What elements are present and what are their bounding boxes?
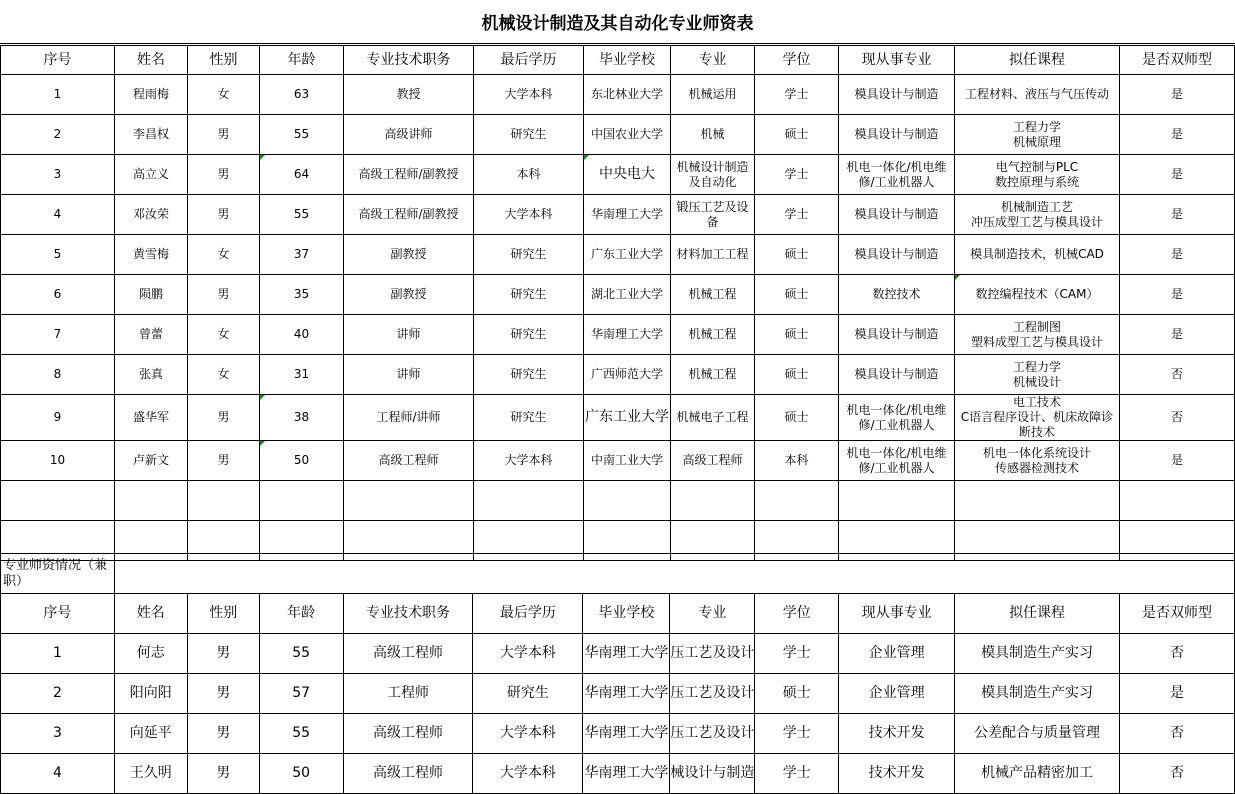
empty-cell[interactable] — [1120, 481, 1235, 521]
cell-school[interactable]: 华南理工大学 — [583, 714, 670, 754]
cell-education[interactable]: 研究生 — [474, 315, 584, 355]
cell-age[interactable]: 55 — [260, 195, 344, 235]
cell-degree[interactable]: 学士 — [755, 714, 839, 754]
cell-name[interactable]: 张真 — [115, 355, 188, 395]
table-row — [1, 714, 1235, 754]
table-row — [1, 315, 1235, 355]
header-gender[interactable]: 性别 — [188, 46, 260, 75]
cell-name[interactable]: 曾蕾 — [115, 315, 188, 355]
cell-degree[interactable]: 硕士 — [755, 235, 839, 275]
cell-gender[interactable]: 男 — [188, 195, 260, 235]
cell-gender[interactable]: 女 — [188, 315, 260, 355]
cell-current-field[interactable]: 模具设计与制造 — [839, 315, 955, 355]
header-current-field[interactable]: 现从事专业 — [839, 594, 955, 634]
empty-cell[interactable] — [671, 481, 755, 521]
cell-title[interactable]: 高级工程师 — [343, 754, 473, 794]
cell-current-field[interactable]: 企业管理 — [839, 634, 955, 674]
table-row — [1, 674, 1235, 714]
table-row — [1, 634, 1235, 674]
cell-major[interactable]: 压工艺及设计 — [670, 714, 755, 754]
header-name[interactable]: 姓名 — [114, 594, 187, 634]
cell-school[interactable]: 华南理工大学 — [584, 315, 671, 355]
header-seq[interactable]: 序号 — [1, 46, 115, 75]
cell-name[interactable]: 向延平 — [114, 714, 187, 754]
cell-seq[interactable]: 2 — [1, 674, 115, 714]
cell-gender[interactable]: 女 — [188, 75, 260, 115]
cell-gender[interactable]: 女 — [188, 355, 260, 395]
cell-school[interactable]: 华南理工大学 — [583, 754, 670, 794]
cell-dual-qualified[interactable]: 是 — [1120, 674, 1235, 714]
cell-title[interactable]: 高级工程师/副教授 — [344, 195, 474, 235]
cell-course[interactable]: 工程制图 塑料成型工艺与模具设计 — [955, 315, 1120, 355]
page-title: 机械设计制造及其自动化专业师资表 — [0, 0, 1235, 44]
cell-current-field[interactable]: 技术开发 — [839, 714, 955, 754]
cell-current-field[interactable]: 机电一体化/机电维修/工业机器人 — [839, 441, 955, 481]
cell-current-field[interactable]: 模具设计与制造 — [839, 75, 955, 115]
cell-major[interactable]: 机械电子工程 — [671, 395, 755, 441]
fulltime-table — [0, 45, 1235, 561]
cell-school[interactable]: 中南工业大学 — [584, 441, 671, 481]
cell-education[interactable]: 本科 — [474, 155, 584, 195]
cell-course[interactable]: 机械制造工艺 冲压成型工艺与模具设计 — [955, 195, 1120, 235]
cell-degree[interactable]: 学士 — [755, 634, 839, 674]
cell-major[interactable]: 高级工程师 — [671, 441, 755, 481]
cell-school[interactable]: 华南理工大学 — [583, 634, 670, 674]
header-age[interactable]: 年龄 — [260, 46, 344, 75]
cell-age[interactable]: 63 — [260, 75, 344, 115]
header-current-field[interactable]: 现从事专业 — [839, 46, 955, 75]
header-school[interactable]: 毕业学校 — [584, 46, 671, 75]
cell-name[interactable]: 陨鹏 — [115, 275, 188, 315]
cell-degree[interactable]: 学士 — [755, 754, 839, 794]
cell-current-field[interactable]: 模具设计与制造 — [839, 235, 955, 275]
cell-seq[interactable]: 6 — [1, 275, 115, 315]
cell-course[interactable]: 电工技术 C语言程序设计、机床故障诊断技术 — [955, 395, 1120, 441]
cell-seq[interactable]: 3 — [1, 155, 115, 195]
table-row — [1, 441, 1235, 481]
cell-course[interactable]: 模具制造技术，机械CAD — [955, 235, 1120, 275]
header-education[interactable]: 最后学历 — [474, 46, 584, 75]
cell-school[interactable]: 东北林业大学 — [584, 75, 671, 115]
cell-current-field[interactable]: 模具设计与制造 — [839, 115, 955, 155]
cell-education[interactable]: 大学本科 — [474, 75, 584, 115]
table-row — [1, 275, 1235, 315]
cell-seq[interactable]: 9 — [1, 395, 115, 441]
empty-cell[interactable] — [584, 481, 671, 521]
cell-degree[interactable]: 硕士 — [755, 115, 839, 155]
cell-name[interactable]: 高立义 — [115, 155, 188, 195]
empty-cell[interactable] — [344, 481, 474, 521]
table-row — [1, 155, 1235, 195]
cell-seq[interactable]: 1 — [1, 634, 115, 674]
header-seq[interactable]: 序号 — [1, 594, 115, 634]
cell-dual-qualified[interactable]: 是 — [1120, 315, 1235, 355]
cell-age[interactable]: 55 — [260, 115, 344, 155]
cell-major[interactable]: 机械工程 — [671, 315, 755, 355]
table-row — [1, 235, 1235, 275]
cell-name[interactable]: 程雨梅 — [115, 75, 188, 115]
cell-title[interactable]: 工程师/讲师 — [344, 395, 474, 441]
cell-education[interactable]: 研究生 — [474, 115, 584, 155]
cell-major[interactable]: 机械 — [671, 115, 755, 155]
cell-major[interactable]: 材料加工工程 — [671, 235, 755, 275]
header-gender[interactable]: 性别 — [187, 594, 259, 634]
cell-title[interactable]: 讲师 — [344, 355, 474, 395]
cell-dual-qualified[interactable]: 否 — [1120, 634, 1235, 674]
cell-degree[interactable]: 硕士 — [755, 275, 839, 315]
cell-education[interactable]: 研究生 — [474, 355, 584, 395]
cell-course[interactable]: 电气控制与PLC 数控原理与系统 — [955, 155, 1120, 195]
cell-degree[interactable]: 硕士 — [755, 355, 839, 395]
cell-course[interactable]: 数控编程技术（CAM） — [955, 275, 1120, 315]
cell-dual-qualified[interactable]: 是 — [1120, 195, 1235, 235]
empty-cell[interactable] — [474, 481, 584, 521]
cell-education[interactable]: 研究生 — [473, 674, 583, 714]
cell-age[interactable]: 35 — [260, 275, 344, 315]
empty-cell[interactable] — [755, 481, 839, 521]
cell-school[interactable]: 广东工业大学 — [584, 235, 671, 275]
cell-degree[interactable]: 学士 — [755, 75, 839, 115]
empty-cell[interactable] — [260, 481, 344, 521]
cell-title[interactable]: 副教授 — [344, 235, 474, 275]
cell-gender[interactable]: 男 — [187, 634, 259, 674]
cell-current-field[interactable]: 模具设计与制造 — [839, 195, 955, 235]
cell-degree[interactable]: 硕士 — [755, 674, 839, 714]
cell-school[interactable]: 中央电大 — [584, 155, 671, 195]
cell-gender[interactable]: 男 — [187, 754, 259, 794]
cell-current-field[interactable]: 技术开发 — [839, 754, 955, 794]
cell-education[interactable]: 大学本科 — [473, 714, 583, 754]
cell-school[interactable]: 中国农业大学 — [584, 115, 671, 155]
header-dual-qualified[interactable]: 是否双师型 — [1120, 46, 1235, 75]
cell-education[interactable]: 研究生 — [474, 235, 584, 275]
cell-seq[interactable]: 10 — [1, 441, 115, 481]
table-row — [1, 195, 1235, 235]
cell-seq[interactable]: 4 — [1, 195, 115, 235]
cell-degree[interactable]: 学士 — [755, 155, 839, 195]
cell-course[interactable]: 模具制造生产实习 — [955, 634, 1120, 674]
cell-dual-qualified[interactable]: 否 — [1120, 395, 1235, 441]
cell-dual-qualified[interactable]: 否 — [1120, 355, 1235, 395]
header-dual-qualified[interactable]: 是否双师型 — [1120, 594, 1235, 634]
empty-cell[interactable] — [955, 481, 1120, 521]
cell-age[interactable]: 37 — [260, 235, 344, 275]
cell-gender[interactable]: 男 — [188, 441, 260, 481]
table-row — [1, 355, 1235, 395]
cell-seq[interactable]: 5 — [1, 235, 115, 275]
cell-current-field[interactable]: 数控技术 — [839, 275, 955, 315]
header-name[interactable]: 姓名 — [115, 46, 188, 75]
cell-age[interactable]: 64 — [260, 155, 344, 195]
cell-seq[interactable]: 4 — [1, 754, 115, 794]
cell-title[interactable]: 高级工程师/副教授 — [344, 155, 474, 195]
parttime-table — [0, 553, 1235, 794]
cell-age[interactable]: 50 — [259, 754, 343, 794]
cell-current-field[interactable]: 机电一体化/机电维修/工业机器人 — [839, 395, 955, 441]
cell-education[interactable]: 大学本科 — [473, 754, 583, 794]
cell-title[interactable]: 教授 — [344, 75, 474, 115]
cell-title[interactable]: 高级讲师 — [344, 115, 474, 155]
cell-course[interactable]: 机械产品精密加工 — [955, 754, 1120, 794]
header-degree[interactable]: 学位 — [755, 46, 839, 75]
cell-gender[interactable]: 男 — [188, 115, 260, 155]
cell-title[interactable]: 工程师 — [343, 674, 473, 714]
cell-major[interactable]: 械设计与制造 — [670, 754, 755, 794]
cell-dual-qualified[interactable]: 否 — [1120, 714, 1235, 754]
section-label[interactable]: 专业师资情况（兼职） — [1, 554, 115, 594]
cell-seq[interactable]: 8 — [1, 355, 115, 395]
header-age[interactable]: 年龄 — [259, 594, 343, 634]
cell-current-field[interactable]: 企业管理 — [839, 674, 955, 714]
header-education[interactable]: 最后学历 — [473, 594, 583, 634]
cell-name[interactable]: 盛华军 — [115, 395, 188, 441]
cell-name[interactable]: 李昌权 — [115, 115, 188, 155]
cell-course[interactable]: 机电一体化系统设计 传感器检测技术 — [955, 441, 1120, 481]
cell-school[interactable]: 广东工业大学 — [584, 395, 671, 441]
cell-gender[interactable]: 男 — [188, 395, 260, 441]
header-course[interactable]: 拟任课程 — [955, 46, 1120, 75]
cell-course[interactable]: 工程力学 机械设计 — [955, 355, 1120, 395]
cell-age[interactable]: 38 — [260, 395, 344, 441]
cell-dual-qualified[interactable]: 是 — [1120, 155, 1235, 195]
cell-dual-qualified[interactable]: 是 — [1120, 235, 1235, 275]
header-course[interactable]: 拟任课程 — [955, 594, 1120, 634]
header-school[interactable]: 毕业学校 — [583, 594, 670, 634]
cell-title[interactable]: 副教授 — [344, 275, 474, 315]
cell-name[interactable]: 黄雪梅 — [115, 235, 188, 275]
cell-major[interactable]: 机械工程 — [671, 275, 755, 315]
cell-education[interactable]: 大学本科 — [474, 195, 584, 235]
table-row — [1, 115, 1235, 155]
cell-major[interactable]: 压工艺及设计 — [670, 674, 755, 714]
cell-age[interactable]: 55 — [259, 634, 343, 674]
cell-gender[interactable]: 男 — [188, 155, 260, 195]
cell-dual-qualified[interactable]: 是 — [1120, 275, 1235, 315]
empty-cell[interactable] — [188, 481, 260, 521]
cell-age[interactable]: 57 — [259, 674, 343, 714]
cell-major[interactable]: 压工艺及设计 — [670, 634, 755, 674]
empty-cell[interactable] — [1, 481, 115, 521]
cell-education[interactable]: 研究生 — [474, 275, 584, 315]
cell-degree[interactable]: 本科 — [755, 441, 839, 481]
empty-cell[interactable] — [839, 481, 955, 521]
cell-major[interactable]: 机械设计制造及自动化 — [671, 155, 755, 195]
cell-age[interactable]: 55 — [259, 714, 343, 754]
cell-course[interactable]: 模具制造生产实习 — [955, 674, 1120, 714]
cell-gender[interactable]: 男 — [187, 674, 259, 714]
cell-school[interactable]: 华南理工大学 — [583, 674, 670, 714]
header-row — [1, 46, 1235, 75]
cell-seq[interactable]: 1 — [1, 75, 115, 115]
section-row — [1, 554, 1235, 594]
cell-name[interactable]: 王久明 — [114, 754, 187, 794]
table-row — [1, 395, 1235, 441]
table-row — [1, 75, 1235, 115]
header-major[interactable]: 专业 — [670, 594, 755, 634]
cell-seq[interactable]: 7 — [1, 315, 115, 355]
header-title[interactable]: 专业技术职务 — [344, 46, 474, 75]
cell-degree[interactable]: 硕士 — [755, 315, 839, 355]
cell-gender[interactable]: 男 — [188, 275, 260, 315]
cell-dual-qualified[interactable]: 否 — [1120, 754, 1235, 794]
cell-seq[interactable]: 2 — [1, 115, 115, 155]
cell-school[interactable]: 华南理工大学 — [584, 195, 671, 235]
cell-age[interactable]: 31 — [260, 355, 344, 395]
cell-education[interactable]: 大学本科 — [474, 441, 584, 481]
cell-degree[interactable]: 硕士 — [755, 395, 839, 441]
cell-education[interactable]: 研究生 — [474, 395, 584, 441]
empty-row — [1, 481, 1235, 521]
cell-gender[interactable]: 男 — [187, 714, 259, 754]
cell-gender[interactable]: 女 — [188, 235, 260, 275]
table-row — [1, 754, 1235, 794]
cell-course[interactable]: 工程力学 机械原理 — [955, 115, 1120, 155]
cell-title[interactable]: 讲师 — [344, 315, 474, 355]
cell-major[interactable]: 锻压工艺及设备 — [671, 195, 755, 235]
cell-dual-qualified[interactable]: 是 — [1120, 441, 1235, 481]
cell-title[interactable]: 高级工程师 — [343, 714, 473, 754]
cell-dual-qualified[interactable]: 是 — [1120, 115, 1235, 155]
section-empty — [114, 554, 1234, 594]
empty-cell[interactable] — [115, 481, 188, 521]
cell-name[interactable]: 何志 — [114, 634, 187, 674]
cell-course[interactable]: 公差配合与质量管理 — [955, 714, 1120, 754]
header-degree[interactable]: 学位 — [755, 594, 839, 634]
header-title[interactable]: 专业技术职务 — [343, 594, 473, 634]
cell-current-field[interactable]: 模具设计与制造 — [839, 355, 955, 395]
cell-school[interactable]: 广西师范大学 — [584, 355, 671, 395]
header-major[interactable]: 专业 — [671, 46, 755, 75]
cell-name[interactable]: 阳向阳 — [114, 674, 187, 714]
cell-major[interactable]: 机械运用 — [671, 75, 755, 115]
cell-course[interactable]: 工程材料、液压与气压传动 — [955, 75, 1120, 115]
cell-seq[interactable]: 3 — [1, 714, 115, 754]
cell-dual-qualified[interactable]: 是 — [1120, 75, 1235, 115]
cell-major[interactable]: 机械工程 — [671, 355, 755, 395]
cell-education[interactable]: 大学本科 — [473, 634, 583, 674]
cell-current-field[interactable]: 机电一体化/机电维修/工业机器人 — [839, 155, 955, 195]
cell-name[interactable]: 邓汝荣 — [115, 195, 188, 235]
cell-degree[interactable]: 学士 — [755, 195, 839, 235]
cell-title[interactable]: 高级工程师 — [343, 634, 473, 674]
cell-age[interactable]: 40 — [260, 315, 344, 355]
cell-age[interactable]: 50 — [260, 441, 344, 481]
cell-name[interactable]: 卢新文 — [115, 441, 188, 481]
cell-school[interactable]: 湖北工业大学 — [584, 275, 671, 315]
header-row — [1, 594, 1235, 634]
cell-title[interactable]: 高级工程师 — [344, 441, 474, 481]
